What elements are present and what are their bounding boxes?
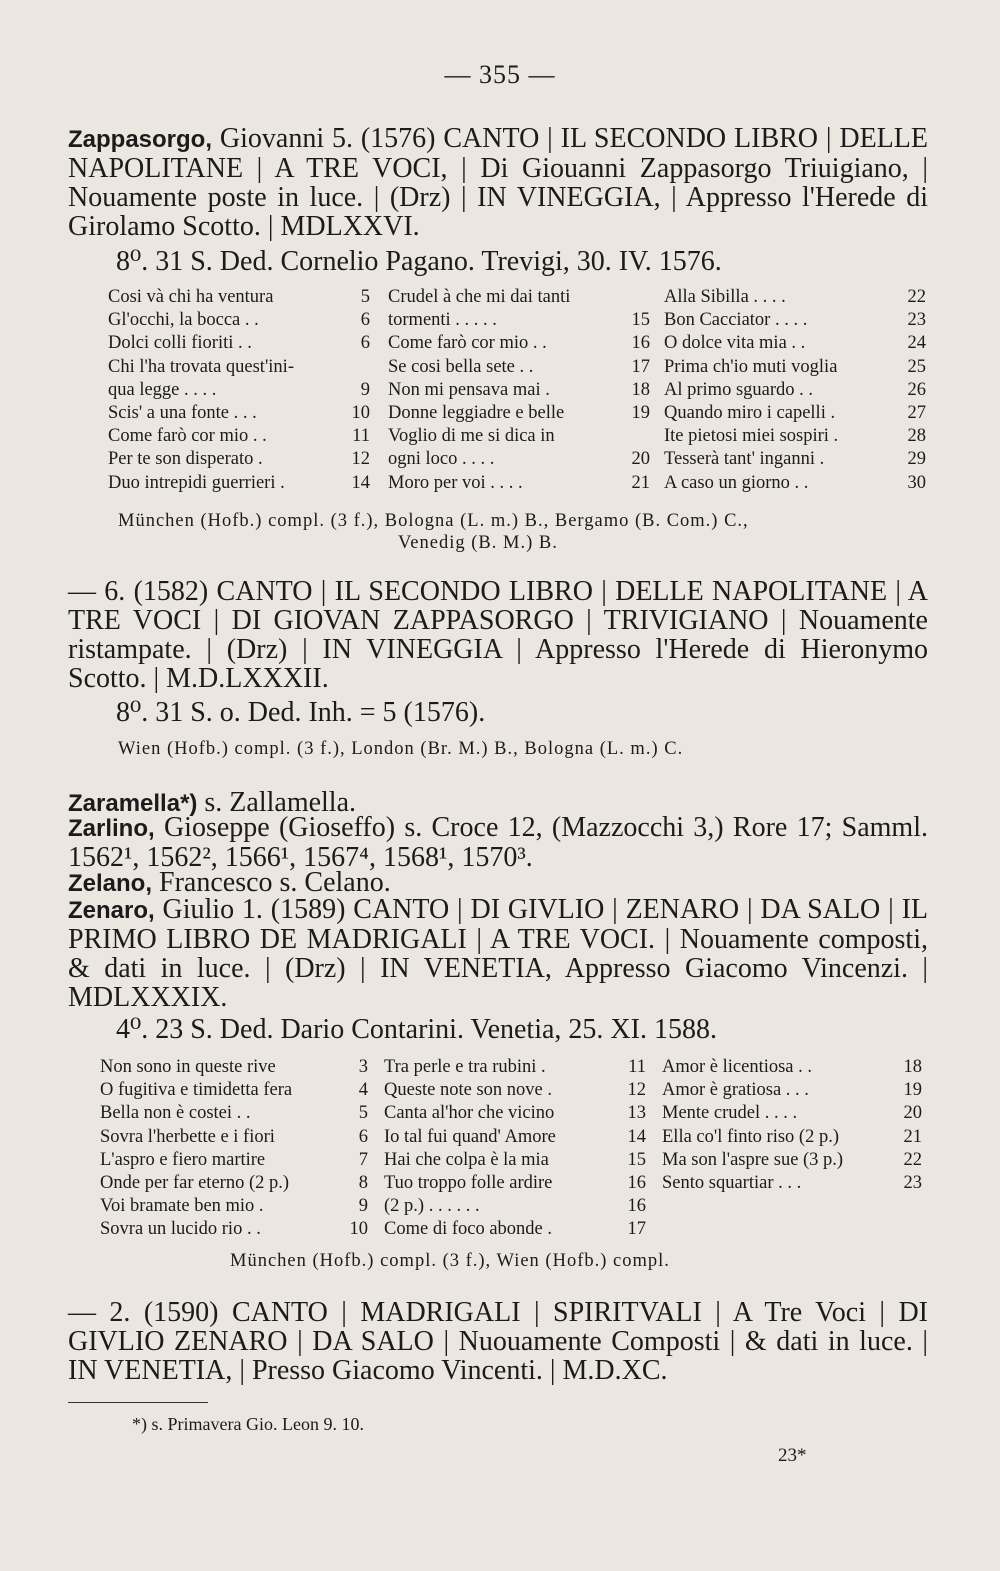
contents-item: [664, 356, 926, 379]
item-title: Ma son l'aspre sue (3 p.): [662, 1149, 844, 1170]
item-number: 5: [360, 287, 370, 307]
entry-text: — 6. (1582) CANTO | IL SECONDO LIBRO | DELLE NAPOLITANE | A TRE VOCI | DI GIOVAN ZAPPASORGO | TRIVIGIANO | Nouamente ristampate. | (Drz) | IN VINEGGIA | Appresso l'Herede di Hieronymo Scotto. | M.D.LXXXII.: [68, 576, 928, 694]
item-title: qua legge . . . .: [108, 379, 217, 400]
contents-column: [108, 286, 370, 495]
item-title: Hai che colpa è la mia: [384, 1149, 549, 1170]
contents-item: [100, 1126, 368, 1149]
item-title: (2 p.) . . . . . .: [384, 1196, 480, 1217]
item-number: 30: [907, 472, 926, 493]
item-number: 28: [907, 426, 926, 447]
library-locations: München (Hofb.) compl. (3 f.), Wien (Hofb.) compl.: [230, 1251, 670, 1271]
item-title: Mente crudel . . . .: [662, 1103, 798, 1124]
item-title: Bon Cacciator . . . .: [664, 310, 808, 331]
item-number: 14: [351, 472, 370, 493]
contents-item: [662, 1126, 922, 1149]
contents-item: [388, 309, 650, 332]
contents-item: [664, 286, 926, 309]
item-title: Io tal fui quand' Amore: [384, 1126, 556, 1147]
entry-name: Zaramella*): [68, 790, 198, 817]
item-number: 15: [627, 1149, 646, 1170]
contents-item: [100, 1056, 368, 1079]
item-title: Amor è licentiosa . .: [662, 1057, 813, 1077]
item-number: 29: [907, 449, 926, 470]
item-title: Scis' a una fonte . . .: [108, 403, 257, 424]
contents-item: [100, 1172, 368, 1195]
item-number: 9: [360, 379, 370, 400]
contents-item: [108, 332, 370, 355]
contents-item: [108, 402, 370, 425]
contents-item: [384, 1218, 646, 1241]
item-title: Dolci colli fioriti . .: [108, 333, 252, 354]
item-title: O dolce vita mia . .: [664, 333, 806, 354]
entry-text: s. Zallamella.: [197, 787, 357, 818]
item-number: 23: [903, 1173, 922, 1194]
item-number: 14: [627, 1126, 646, 1147]
entry-zarlino: [68, 813, 928, 872]
contents-item: [384, 1149, 646, 1172]
item-title: Come farò cor mio . .: [108, 426, 267, 447]
item-number: 11: [628, 1057, 646, 1077]
entry-text: Gioseppe (Gioseffo) s. Croce 12, (Mazzocchi 3,) Rore 17; Samml. 1562¹, 1562², 1566¹, 1567⁴, 1568¹, 1570³.: [68, 812, 928, 873]
item-title: Sovra un lucido rio . .: [100, 1219, 261, 1240]
page-number: — 355 —: [444, 60, 556, 89]
entry-zenaro-1: [68, 895, 928, 1012]
contents-item: [388, 286, 650, 309]
item-title: Tesserà tant' inganni .: [664, 449, 825, 470]
item-number: 10: [349, 1219, 368, 1240]
item-title: Amor è gratiosa . . .: [662, 1080, 809, 1101]
contents-item: [664, 379, 926, 402]
item-title: Crudel à che mi dai tanti: [388, 287, 571, 307]
contents-column: [664, 286, 926, 495]
item-title: Chi l'ha trovata quest'ini-: [108, 356, 294, 377]
footnote: *) s. Primavera Gio. Leon 9. 10.: [132, 1414, 364, 1434]
item-title: Prima ch'io muti voglia: [664, 356, 838, 377]
item-title: A caso un giorno . .: [664, 472, 809, 493]
entry-zappasorgo-1: [68, 124, 928, 241]
item-title: tormenti . . . . .: [388, 310, 497, 331]
contents-item: [384, 1195, 646, 1218]
item-number: 17: [627, 1219, 646, 1240]
item-title: L'aspro e fiero martire: [100, 1149, 266, 1170]
contents-item: [664, 425, 926, 448]
contents-item: [388, 425, 650, 448]
contents-item: [100, 1218, 368, 1241]
contents-table: [100, 1056, 922, 1242]
item-title: Sento squartiar . . .: [662, 1173, 802, 1194]
entry-name: Zenaro,: [68, 897, 155, 924]
item-number: 17: [631, 356, 650, 377]
contents-item: [662, 1079, 922, 1102]
item-title: Duo intrepidi guerrieri .: [108, 472, 285, 493]
item-number: 12: [351, 449, 370, 470]
item-title: ogni loco . . . .: [388, 449, 495, 470]
entry-format: 4⁰. 23 S. Ded. Dario Contarini. Venetia, 25. XI. 1588.: [116, 1014, 717, 1045]
item-title: Bella non è costei . .: [100, 1103, 251, 1124]
item-title: Ite pietosi miei sospiri .: [664, 426, 839, 447]
item-number: 16: [627, 1196, 646, 1217]
item-number: 7: [358, 1149, 368, 1170]
item-number: 27: [907, 403, 926, 424]
item-number: 11: [352, 426, 370, 447]
item-title: Tuo troppo folle ardire: [384, 1173, 553, 1194]
contents-item: [664, 448, 926, 471]
contents-item: [384, 1079, 646, 1102]
contents-column: [384, 1056, 646, 1242]
item-title: Cosi và chi ha ventura: [108, 287, 274, 307]
item-number: 16: [631, 333, 650, 354]
footnote-rule: [68, 1402, 208, 1403]
item-number: 25: [907, 356, 926, 377]
item-title: Moro per voi . . . .: [388, 472, 523, 493]
item-number: 6: [360, 333, 370, 354]
contents-item: [388, 356, 650, 379]
item-number: 4: [358, 1080, 368, 1101]
item-title: Se cosi bella sete . .: [388, 356, 534, 377]
contents-item: [388, 332, 650, 355]
signature-mark: 23*: [778, 1445, 807, 1466]
item-number: 20: [631, 449, 650, 470]
item-number: 19: [631, 403, 650, 424]
item-number: 8: [358, 1173, 368, 1194]
contents-item: [662, 1172, 922, 1195]
contents-item: [388, 379, 650, 402]
item-title: Al primo sguardo . .: [664, 379, 814, 400]
contents-item: [108, 379, 370, 402]
contents-column: [100, 1056, 368, 1242]
item-title: Non mi pensava mai .: [388, 379, 550, 400]
contents-item: [662, 1056, 922, 1079]
item-title: Donne leggiadre e belle: [388, 403, 565, 424]
item-number: 26: [907, 379, 926, 400]
contents-item: [384, 1102, 646, 1125]
contents-item: [108, 309, 370, 332]
contents-item: [384, 1172, 646, 1195]
item-title: Canta al'hor che vicino: [384, 1103, 555, 1124]
contents-item: [100, 1195, 368, 1218]
library-locations: Wien (Hofb.) compl. (3 f.), London (Br. M.) B., Bologna (L. m.) C.: [118, 739, 684, 759]
contents-item: [384, 1056, 646, 1079]
item-number: 24: [907, 333, 926, 354]
contents-item: [662, 1102, 922, 1125]
contents-item: [664, 309, 926, 332]
item-title: Quando miro i capelli .: [664, 403, 836, 424]
contents-item: [388, 448, 650, 471]
library-locations: Venedig (B. M.) B.: [398, 533, 558, 553]
contents-item: [108, 286, 370, 309]
entry-format: 8⁰. 31 S. Ded. Cornelio Pagano. Trevigi, 30. IV. 1576.: [116, 246, 722, 277]
contents-item: [664, 472, 926, 495]
item-number: 22: [903, 1149, 922, 1170]
item-number: 3: [358, 1057, 368, 1077]
item-title: Alla Sibilla . . . .: [664, 287, 786, 307]
entry-zenaro-2: [68, 1298, 928, 1385]
item-number: 23: [907, 310, 926, 331]
item-number: 5: [358, 1103, 368, 1124]
item-title: Non sono in queste rive: [100, 1057, 276, 1077]
item-title: Queste note son nove .: [384, 1080, 553, 1101]
contents-item: [388, 402, 650, 425]
item-number: 16: [627, 1173, 646, 1194]
contents-item: [108, 356, 370, 379]
item-number: 20: [903, 1103, 922, 1124]
item-number: 13: [627, 1103, 646, 1124]
entry-name: Zarlino,: [68, 815, 155, 842]
item-title: Voglio di me si dica in: [388, 426, 555, 447]
entry-text: Giulio 1. (1589) CANTO | DI GIVLIO | ZENARO | DA SALO | IL PRIMO LIBRO DE MADRIGALI | A TRE VOCI. | Nouamente composti, & dati in luce. | (Drz) | IN VENETIA, Appresso Giacomo Vincenzi. | MDLXXXIX.: [68, 894, 928, 1013]
contents-column: [662, 1056, 922, 1242]
contents-column: [388, 286, 650, 495]
library-locations: München (Hofb.) compl. (3 f.), Bologna (L. m.) B., Bergamo (B. Com.) C.,: [118, 511, 749, 531]
item-title: O fugitiva e timidetta fera: [100, 1080, 293, 1101]
item-number: 12: [627, 1080, 646, 1101]
item-title: Onde per far eterno (2 p.): [100, 1173, 290, 1194]
contents-item: [664, 332, 926, 355]
contents-item: [100, 1079, 368, 1102]
entry-name: Zappasorgo,: [68, 126, 213, 153]
item-title: Sovra l'herbette e i fiori: [100, 1126, 275, 1147]
item-number: 15: [631, 310, 650, 331]
item-title: Come di foco abonde .: [384, 1219, 552, 1240]
item-title: Per te son disperato .: [108, 449, 263, 470]
contents-item: [100, 1149, 368, 1172]
contents-item: [108, 472, 370, 495]
item-title: Gl'occhi, la bocca . .: [108, 310, 259, 331]
item-title: Come farò cor mio . .: [388, 333, 547, 354]
item-number: 22: [907, 287, 926, 307]
contents-item: [108, 448, 370, 471]
contents-item: [108, 425, 370, 448]
item-number: 6: [358, 1126, 368, 1147]
entry-text: Francesco s. Celano.: [152, 867, 391, 898]
contents-item: [100, 1102, 368, 1125]
item-number: 21: [631, 472, 650, 493]
item-number: 19: [903, 1080, 922, 1101]
item-title: Voi bramate ben mio .: [100, 1196, 264, 1217]
contents-table: [108, 286, 926, 495]
entry-text: — 2. (1590) CANTO | MADRIGALI | SPIRITVALI | A Tre Voci | DI GIVLIO ZENARO | DA SALO | Nuouamente Composti | & dati in luce. | IN VENETIA, | Presso Giacomo Vincenti. | M.D.XC.: [68, 1297, 928, 1386]
item-title: Ella co'l finto riso (2 p.): [662, 1126, 839, 1147]
entry-text: Giovanni 5. (1576) CANTO | IL SECONDO LIBRO | DELLE NAPOLITANE | A TRE VOCI, | Di Giouanni Zappasorgo Triuigiano, | Nouamente poste in luce. | (Drz) | IN VINEGGIA, | Appresso l'Herede di Girolamo Scotto. | MDLXXVI.: [68, 123, 928, 242]
contents-item: [662, 1149, 922, 1172]
item-number: 18: [631, 379, 650, 400]
item-number: 10: [351, 403, 370, 424]
contents-item: [388, 472, 650, 495]
contents-item: [384, 1126, 646, 1149]
entry-format: 8⁰. 31 S. o. Ded. Inh. = 5 (1576).: [116, 697, 486, 728]
entry-zappasorgo-6: [68, 577, 928, 693]
item-number: 6: [360, 310, 370, 331]
item-number: 18: [903, 1057, 922, 1077]
contents-item: [664, 402, 926, 425]
item-number: 21: [903, 1126, 922, 1147]
item-title: Tra perle e tra rubini .: [384, 1057, 546, 1077]
item-number: 9: [358, 1196, 368, 1217]
entry-name: Zelano,: [68, 870, 153, 897]
